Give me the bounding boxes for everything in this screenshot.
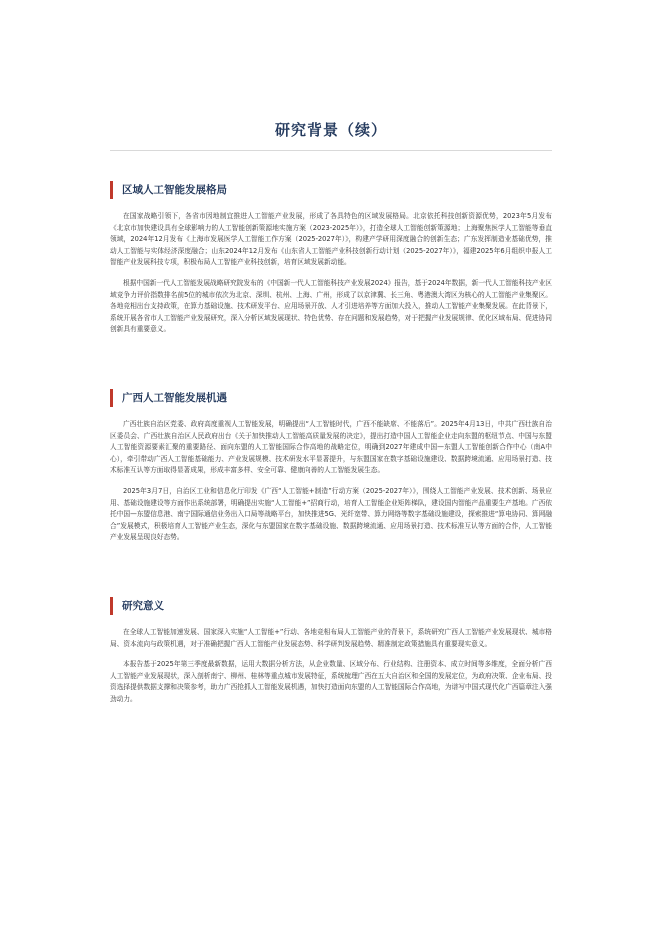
paragraph: 广西壮族自治区党委、政府高度重视人工智能发展，明确提出“人工智能时代，广西不能缺席、不能落后”。2025年4月13日，中共广西壮族自治区委员会、广西壮族自治区人民政府出台《关于加快推动人工智能高质量发展的决定》，提出打造中国人工智能企业走向东盟的枢纽节点、中国与东盟人工智能资源要素汇聚的重要路径、面向东盟的人工智能国际合作高地的战略定位，明确到2027年建成中国—东盟人工智能创新合作中心（南A中心），牵引带动广西人工智能基础能力、产业发展规模、技术研发水平显著提升，与东盟国家在数字基础设施建设、数据跨境流通、应用场景打造、技术标准互认等方面取得显著成果，形成丰富多样、安全可靠、健康向善的人工智能发展生态。 [110, 420, 552, 475]
paragraph: 根据中国新一代人工智能发展战略研究院发布的《中国新一代人工智能科技产业发展2024》报告，基于2024年数据，新一代人工智能科技产业区域竞争力评价指数排名前5位的城市依次为北京、深圳、杭州、上海、广州，形成了以京津冀、长三角、粤港澳大湾区为核心的人工智能产业集聚区。各地竞相出台支持政策，在算力基础设施、技术研发平台、应用场景开放、人才引进培养等方面加大投入，推动人工智能产业集聚发展。在此背景下，系统开展各省市人工智能产业发展研究，深入分析区域发展现状、特色优势、存在问题和发展趋势，对于把握产业发展规律、优化区域布局、促进协同创新具有重要意义。 [110, 278, 552, 334]
section-guangxi-ai-opportunities [110, 389, 552, 544]
paragraph: 在全球人工智能加速发展、国家深入实施“人工智能+”行动、各地竞相布局人工智能产业的背景下，系统研究广西人工智能产业发展现状、城市格局、资本流向与政策机遇，对于准确把握广西人工智能产业发展态势、科学研判发展趋势、精准制定政策措施具有重要现实意义。 [110, 628, 552, 648]
section-accent-bar [110, 389, 113, 407]
section-heading-text: 研究意义 [122, 600, 164, 612]
section-heading [110, 389, 552, 407]
section-heading [110, 181, 552, 199]
section-accent-bar [110, 597, 113, 615]
section-accent-bar [110, 181, 113, 199]
title-divider [110, 150, 552, 151]
paragraph: 本报告基于2025年第三季度最新数据，运用大数据分析方法，从企业数量、区域分布、行业结构、注册资本、成立时间等多维度，全面分析广西人工智能产业发展现状，深入剖析南宁、柳州、桂林等重点城市发展特征，系统梳理广西在五大自治区和全国的发展定位，为政府决策、企业布局、投资选择提供数据支撑和决策参考，助力广西抢抓人工智能发展机遇，加快打造面向东盟的人工智能国际合作高地，为谱写中国式现代化广西篇章注入强劲动力。 [110, 660, 552, 703]
section-regional-ai-landscape [110, 181, 552, 336]
page-title: 研究背景（续） [274, 121, 387, 139]
paragraph: 2025年3月7日，自治区工业和信息化厅印发《广西“人工智能+制造”行动方案（2025-2027年）》，围绕人工智能产业发展、技术创新、场景应用、基础设施建设等方面作出系统部署，明确提出实施“人工智能+”招商行动，培育人工智能企业矩阵梯队，建设国内智能产品重要生产基地。广西依托中国—东盟信息港、南宁国际通信业务出入口局等战略平台，加快推进5G、光纤宽带、算力网络等数字基础设施建设，探索推进“算电协同、算网融合”发展模式，积极培育人工智能产业生态，深化与东盟国家在数字基础设施、数据跨境流通、应用场景打造、技术标准互认等方面的合作，人工智能产业发展呈现良好态势。 [110, 486, 552, 542]
section-heading [110, 597, 552, 615]
section-research-significance [110, 597, 552, 706]
section-heading-text: 广西人工智能发展机遇 [122, 392, 227, 404]
paragraph: 在国家战略引领下，各省市因地制宜推进人工智能产业发展，形成了各具特色的区域发展格局。北京依托科技创新资源优势，2023年5月发布《北京市加快建设具有全球影响力的人工智能创新策源地实施方案（2023-2025年）》，打造全球人工智能创新策源地；上海聚焦医学人工智能等垂直领域，2024年12月发布《上海市发展医学人工智能工作方案（2025-2027年）》，构建产学研用深度融合的创新生态；广东发挥制造业基础优势，推动人工智能与实体经济深度融合；山东2024年12月发布《山东省人工智能产业科技创新行动计划（2025-2027年）》，福建2025年6月组织申报人工智能产业发展科技专项，积极布局人工智能产业科技创新，培育区域发展新动能。 [110, 212, 552, 267]
section-heading-text: 区域人工智能发展格局 [122, 184, 227, 196]
